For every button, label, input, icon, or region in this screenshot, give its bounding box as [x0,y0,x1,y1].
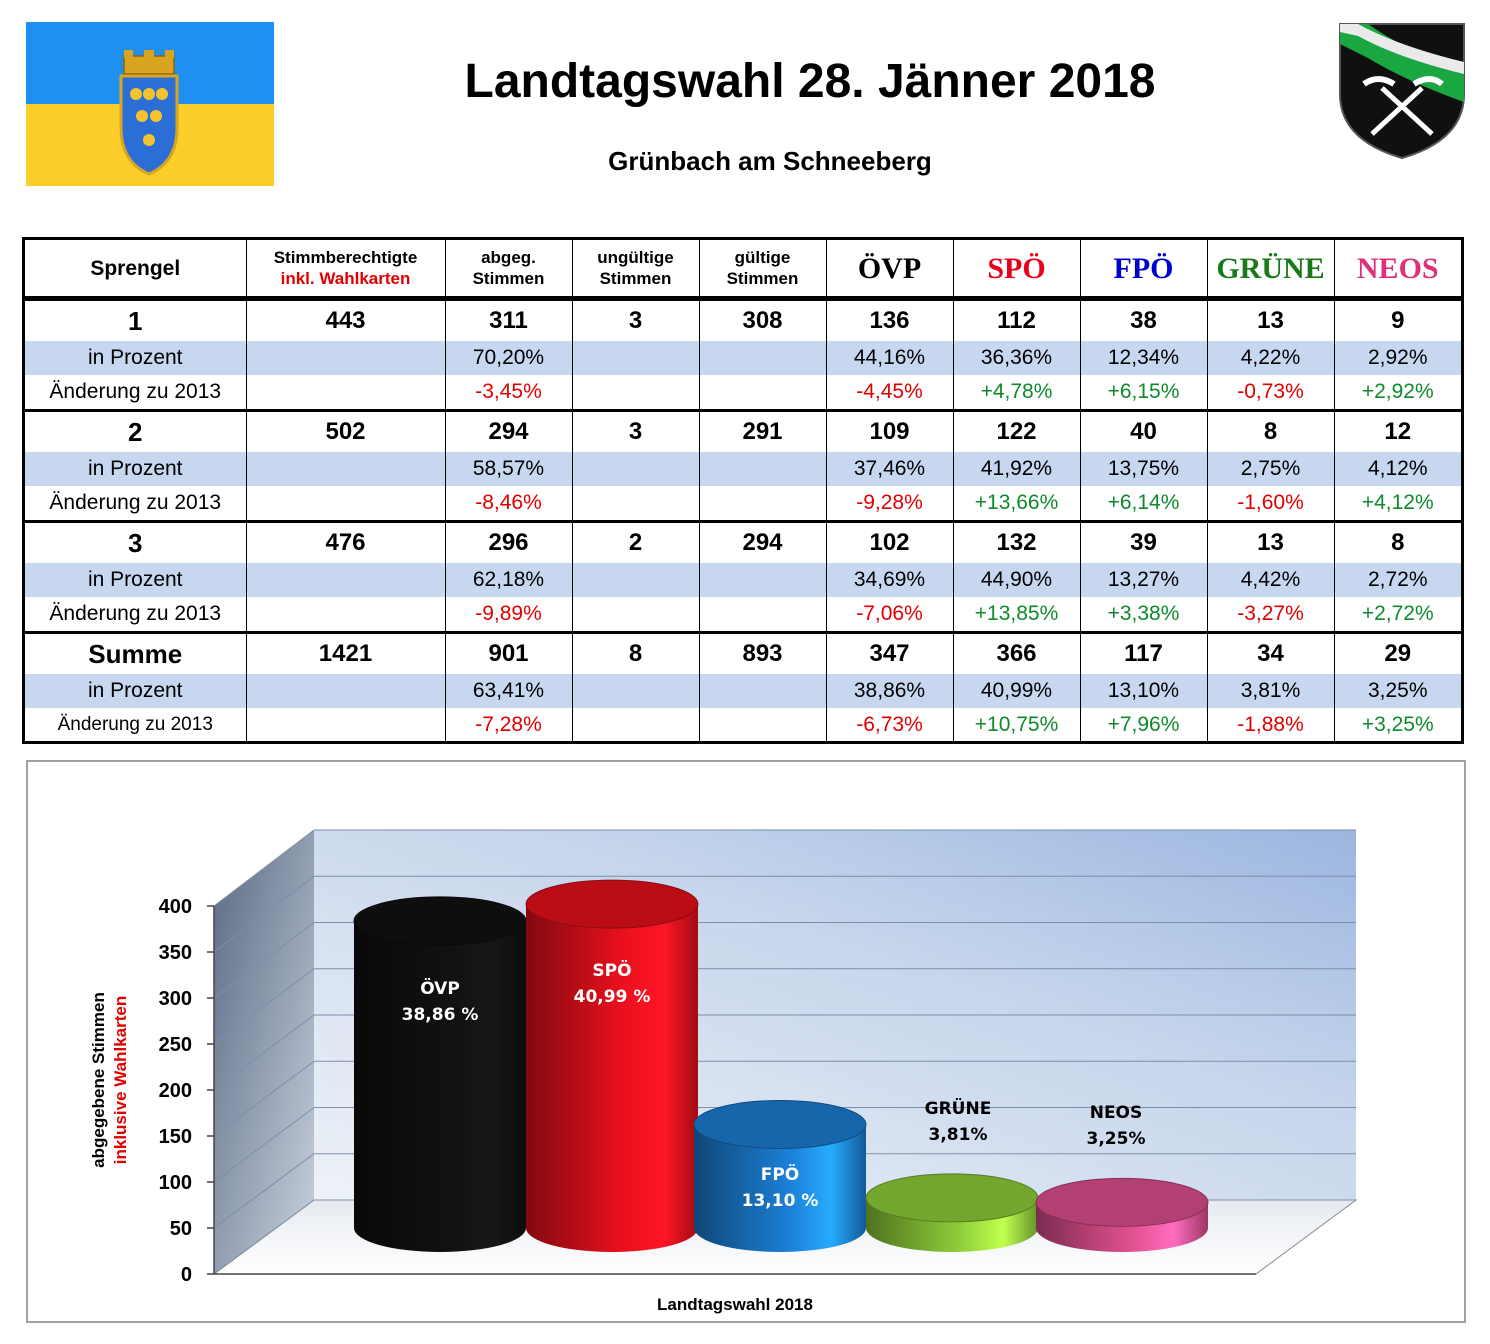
abgeg-cell: 296 [445,522,572,564]
votes-chart [28,762,1468,1325]
table-row [25,411,1461,453]
municipal-crest [1338,22,1466,160]
gruene-votes-cell: 8 [1207,411,1334,453]
spoe-votes-cell: 122 [953,411,1080,453]
percent-label: in Prozent [25,563,246,597]
bar-category-label: ÖVP [420,979,460,999]
empty-cell [699,486,826,522]
berechtigt-cell: 476 [246,522,445,564]
oevp-change-cell: -7,06% [826,597,953,633]
fpoe-change-cell: +7,96% [1080,708,1207,742]
neos-percent-cell: 2,72% [1334,563,1461,597]
bar-body [526,904,698,1252]
berechtigt-cell: 502 [246,411,445,453]
spoe-votes-cell: 366 [953,633,1080,675]
change-label: Änderung zu 2013 [25,486,246,522]
bar-top [866,1174,1038,1222]
gruene-percent-cell: 4,42% [1207,563,1334,597]
oevp-percent-cell: 44,16% [826,341,953,375]
spoe-change-cell: +13,85% [953,597,1080,633]
gruene-votes-cell: 13 [1207,522,1334,564]
empty-cell [246,597,445,633]
sprengel-cell: 1 [25,299,246,342]
coat-of-arms-icon [118,50,180,176]
empty-cell [246,452,445,486]
neos-votes-cell: 9 [1334,299,1461,342]
abgeg-change-cell: -3,45% [445,375,572,411]
fpoe-votes-cell: 39 [1080,522,1207,564]
neos-change-cell: +3,25% [1334,708,1461,742]
bar-top [526,880,698,928]
change-label: Änderung zu 2013 [25,597,246,633]
oevp-change-cell: -6,73% [826,708,953,742]
gruene-change-cell: -0,73% [1207,375,1334,411]
bar-value-label: 40,99 % [573,987,651,1007]
sprengel-cell: 2 [25,411,246,453]
neos-votes-cell: 8 [1334,522,1461,564]
sprengel-cell: 3 [25,522,246,564]
empty-cell [572,708,699,742]
empty-cell [699,563,826,597]
y-tick-label: 300 [158,988,192,1010]
oevp-percent-cell: 34,69% [826,563,953,597]
table-header-row [25,240,1461,299]
gueltig-cell: 291 [699,411,826,453]
abgeg-cell: 294 [445,411,572,453]
table-row-change [25,708,1461,742]
oevp-votes-cell: 109 [826,411,953,453]
gueltig-cell: 294 [699,522,826,564]
gruene-change-cell: -1,88% [1207,708,1334,742]
spoe-percent-cell: 40,99% [953,674,1080,708]
empty-cell [699,597,826,633]
results-table [22,237,1464,744]
empty-cell [699,375,826,411]
ungueltig-cell: 3 [572,299,699,342]
empty-cell [572,341,699,375]
gruene-change-cell: -1,60% [1207,486,1334,522]
gruene-percent-cell: 3,81% [1207,674,1334,708]
table-row [25,633,1461,675]
neos-percent-cell: 3,25% [1334,674,1461,708]
header-ungueltig: ungültige Stimmen [572,240,699,299]
abgeg-change-cell: -9,89% [445,597,572,633]
oevp-change-cell: -4,45% [826,375,953,411]
bar-value-label: 38,86 % [401,1005,479,1025]
spoe-votes-cell: 112 [953,299,1080,342]
bar-5 [1036,1178,1208,1252]
y-tick-label: 400 [158,896,192,918]
oevp-votes-cell: 347 [826,633,953,675]
bar-value-label: 3,25% [1086,1129,1146,1149]
header-sprengel: Sprengel [25,240,246,299]
header-abgegeben: abgeg. Stimmen [445,240,572,299]
oevp-percent-cell: 37,46% [826,452,953,486]
table-row-percent [25,563,1461,597]
table-row [25,522,1461,564]
empty-cell [699,674,826,708]
bar-category-label: GRÜNE [924,1099,992,1119]
empty-cell [572,452,699,486]
header-oevp: ÖVP [826,240,953,299]
bar-category-label: FPÖ [760,1165,800,1185]
empty-cell [572,375,699,411]
neos-percent-cell: 4,12% [1334,452,1461,486]
bar-body [354,921,526,1252]
percent-label: in Prozent [25,341,246,375]
empty-cell [246,486,445,522]
table-row-percent [25,452,1461,486]
table-row-percent [25,674,1461,708]
gruene-change-cell: -3,27% [1207,597,1334,633]
empty-cell [572,563,699,597]
empty-cell [246,674,445,708]
empty-cell [699,452,826,486]
bar-top [1036,1178,1208,1226]
y-tick-label: 100 [158,1172,192,1194]
abgeg-percent-cell: 70,20% [445,341,572,375]
neos-votes-cell: 12 [1334,411,1461,453]
percent-label: in Prozent [25,452,246,486]
spoe-percent-cell: 44,90% [953,563,1080,597]
empty-cell [246,708,445,742]
ungueltig-cell: 2 [572,522,699,564]
fpoe-votes-cell: 117 [1080,633,1207,675]
header-fpoe: FPÖ [1080,240,1207,299]
fpoe-percent-cell: 12,34% [1080,341,1207,375]
table-row [25,299,1461,342]
ungueltig-cell: 3 [572,411,699,453]
table-row-percent [25,341,1461,375]
chart-panel [26,760,1466,1323]
abgeg-change-cell: -7,28% [445,708,572,742]
abgeg-cell: 311 [445,299,572,342]
lower-austria-flag [26,22,274,186]
spoe-percent-cell: 36,36% [953,341,1080,375]
bar-value-label: 3,81% [928,1125,988,1145]
fpoe-percent-cell: 13,10% [1080,674,1207,708]
oevp-votes-cell: 136 [826,299,953,342]
abgeg-percent-cell: 58,57% [445,452,572,486]
y-tick-label: 150 [158,1126,192,1148]
header-gueltig: gültige Stimmen [699,240,826,299]
berechtigt-cell: 443 [246,299,445,342]
abgeg-percent-cell: 63,41% [445,674,572,708]
change-label: Änderung zu 2013 [25,708,246,742]
abgeg-change-cell: -8,46% [445,486,572,522]
oevp-votes-cell: 102 [826,522,953,564]
page-subtitle: Grünbach am Schneeberg [608,146,932,176]
gruene-percent-cell: 4,22% [1207,341,1334,375]
header-neos: NEOS [1334,240,1461,299]
header-gruene: GRÜNE [1207,240,1334,299]
fpoe-percent-cell: 13,27% [1080,563,1207,597]
gruene-votes-cell: 13 [1207,299,1334,342]
header-stimmberechtigte: Stimmberechtigte inkl. Wahlkarten [246,240,445,299]
empty-cell [246,341,445,375]
empty-cell [572,597,699,633]
table-row-change [25,597,1461,633]
gueltig-cell: 893 [699,633,826,675]
ungueltig-cell: 8 [572,633,699,675]
bar-top [694,1100,866,1148]
y-axis-title: abgegebene Stimmen [89,992,108,1168]
gueltig-cell: 308 [699,299,826,342]
oevp-percent-cell: 38,86% [826,674,953,708]
abgeg-cell: 901 [445,633,572,675]
empty-cell [246,563,445,597]
y-tick-label: 350 [158,942,192,964]
empty-cell [699,341,826,375]
spoe-change-cell: +13,66% [953,486,1080,522]
bar-category-label: SPÖ [592,961,632,981]
change-label: Änderung zu 2013 [25,375,246,411]
header-spoe: SPÖ [953,240,1080,299]
fpoe-change-cell: +6,15% [1080,375,1207,411]
empty-cell [572,486,699,522]
empty-cell [246,375,445,411]
y-tick-label: 50 [169,1218,192,1240]
neos-change-cell: +2,92% [1334,375,1461,411]
x-axis-title: Landtagswahl 2018 [657,1295,813,1314]
y-tick-label: 0 [180,1264,192,1286]
y-tick-label: 250 [158,1034,192,1056]
gruene-percent-cell: 2,75% [1207,452,1334,486]
empty-cell [572,674,699,708]
neos-votes-cell: 29 [1334,633,1461,675]
header-stimmberechtigte-sub: inkl. Wahlkarten [280,269,411,288]
fpoe-change-cell: +6,14% [1080,486,1207,522]
y-axis-title-sub: inklusive Wahlkarten [111,995,130,1165]
fpoe-votes-cell: 40 [1080,411,1207,453]
oevp-change-cell: -9,28% [826,486,953,522]
gruene-votes-cell: 34 [1207,633,1334,675]
bar-2 [526,880,698,1252]
table-row-change [25,486,1461,522]
percent-label: in Prozent [25,674,246,708]
bar-1 [354,897,526,1252]
spoe-change-cell: +4,78% [953,375,1080,411]
spoe-votes-cell: 132 [953,522,1080,564]
fpoe-percent-cell: 13,75% [1080,452,1207,486]
bar-4 [866,1174,1038,1252]
bar-value-label: 13,10 % [741,1191,819,1211]
sprengel-cell: Summe [25,633,246,675]
berechtigt-cell: 1421 [246,633,445,675]
fpoe-change-cell: +3,38% [1080,597,1207,633]
bar-top [354,897,526,945]
bar-category-label: NEOS [1089,1103,1143,1123]
neos-percent-cell: 2,92% [1334,341,1461,375]
empty-cell [699,708,826,742]
page-title: Landtagswahl 28. Jänner 2018 [464,55,1156,108]
fpoe-votes-cell: 38 [1080,299,1207,342]
spoe-change-cell: +10,75% [953,708,1080,742]
abgeg-percent-cell: 62,18% [445,563,572,597]
neos-change-cell: +2,72% [1334,597,1461,633]
spoe-percent-cell: 41,92% [953,452,1080,486]
neos-change-cell: +4,12% [1334,486,1461,522]
y-tick-label: 200 [158,1080,192,1102]
table-row-change [25,375,1461,411]
